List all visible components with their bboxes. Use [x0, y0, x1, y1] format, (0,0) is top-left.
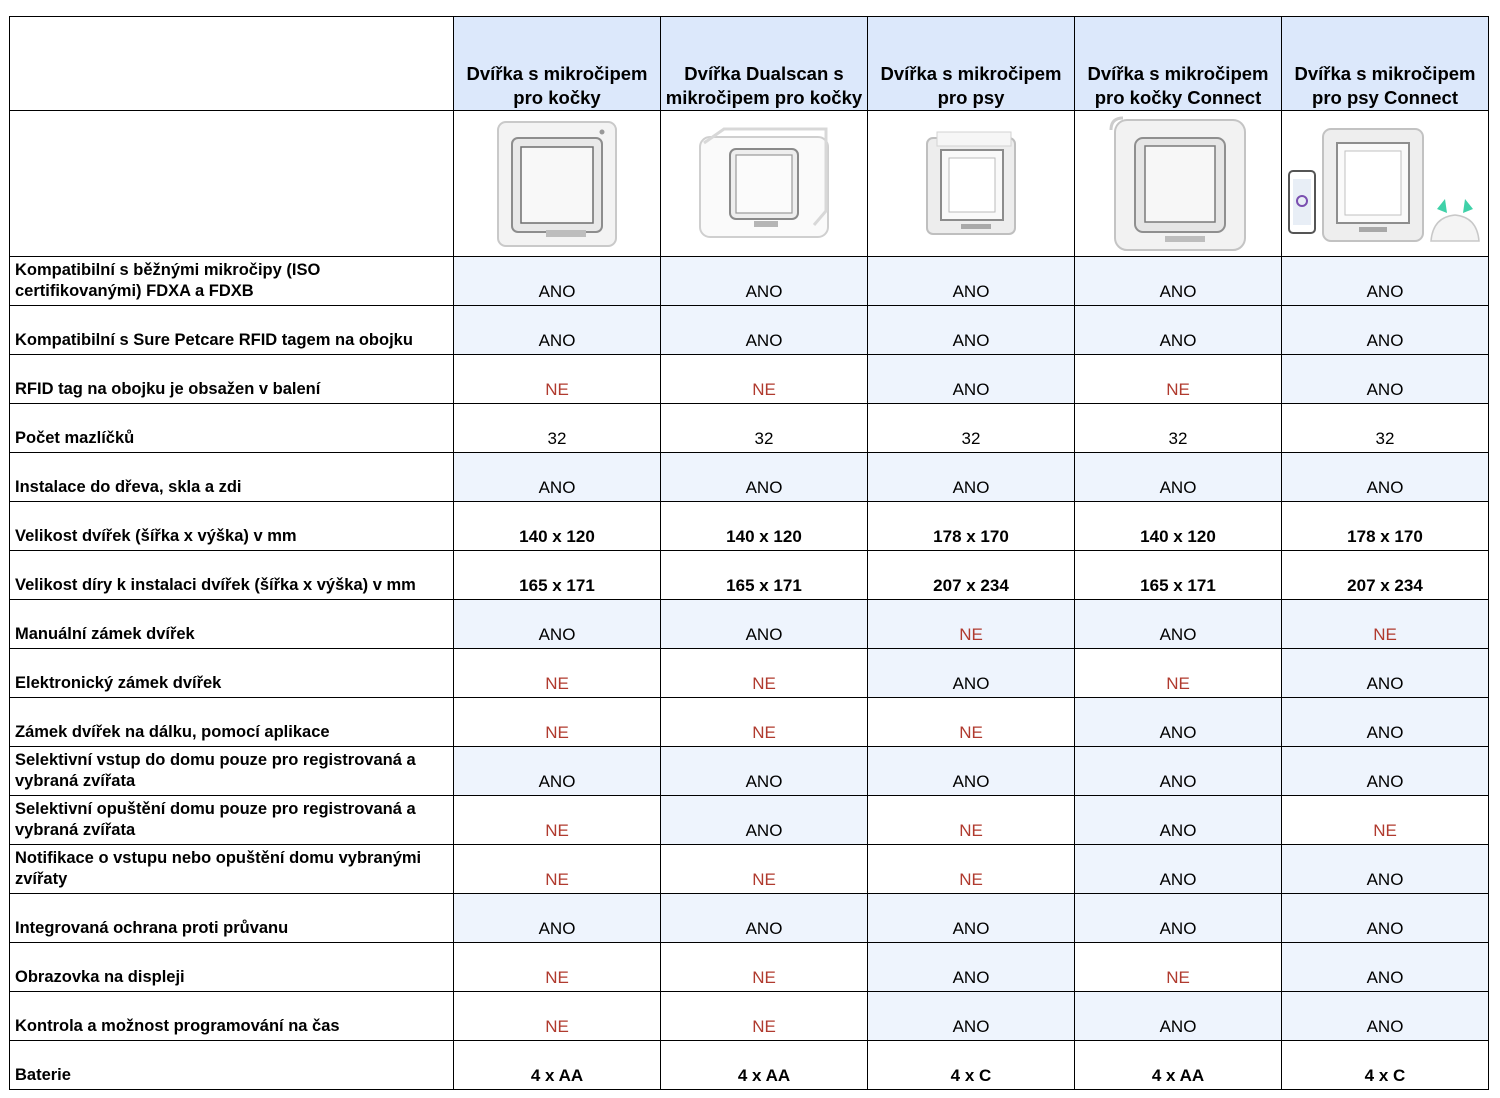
feature-row [10, 453, 1489, 502]
feature-value: NE [454, 796, 661, 845]
feature-value: ANO [1282, 649, 1489, 698]
feature-value: NE [1075, 943, 1282, 992]
feature-row [10, 796, 1489, 845]
feature-value: NE [661, 355, 868, 404]
product-image-2 [661, 111, 868, 257]
feature-value: ANO [1282, 992, 1489, 1041]
feature-label: Kontrola a možnost programování na čas [10, 992, 454, 1041]
feature-value: 32 [661, 404, 868, 453]
feature-row [10, 1041, 1489, 1090]
feature-value: ANO [1282, 306, 1489, 355]
feature-value: ANO [454, 257, 661, 306]
feature-value: 32 [1282, 404, 1489, 453]
feature-value: ANO [868, 992, 1075, 1041]
feature-value: NE [868, 698, 1075, 747]
feature-value: ANO [1282, 845, 1489, 894]
feature-value: ANO [868, 453, 1075, 502]
feature-value: 178 x 170 [868, 502, 1075, 551]
feature-value: NE [661, 943, 868, 992]
feature-value: NE [454, 698, 661, 747]
feature-value: ANO [1075, 992, 1282, 1041]
image-row-label-cell [10, 111, 454, 257]
feature-value: ANO [1282, 453, 1489, 502]
feature-value: ANO [661, 453, 868, 502]
feature-row [10, 747, 1489, 796]
feature-value: 165 x 171 [454, 551, 661, 600]
feature-value: ANO [661, 747, 868, 796]
feature-row [10, 257, 1489, 306]
feature-value: ANO [1075, 698, 1282, 747]
cat-flap-connect-icon [1105, 114, 1251, 254]
feature-value: NE [454, 992, 661, 1041]
feature-value: ANO [1075, 257, 1282, 306]
feature-label: Kompatibilní s Sure Petcare RFID tagem na obojku [10, 306, 454, 355]
feature-value: NE [454, 355, 661, 404]
feature-value: 4 x AA [661, 1041, 868, 1090]
feature-value: 165 x 171 [661, 551, 868, 600]
feature-value: NE [1282, 600, 1489, 649]
feature-value: 32 [868, 404, 1075, 453]
feature-value: NE [1282, 796, 1489, 845]
feature-value: ANO [868, 943, 1075, 992]
product-name-1: Dvířka s mikročipem pro kočky [454, 17, 661, 111]
feature-value: NE [661, 649, 868, 698]
feature-value: NE [868, 845, 1075, 894]
feature-value: 4 x C [868, 1041, 1075, 1090]
feature-row [10, 600, 1489, 649]
feature-value: ANO [1282, 355, 1489, 404]
feature-value: 32 [1075, 404, 1282, 453]
feature-value: ANO [868, 894, 1075, 943]
feature-value: NE [661, 698, 868, 747]
feature-label: Manuální zámek dvířek [10, 600, 454, 649]
feature-label: Počet mazlíčků [10, 404, 454, 453]
feature-label: Integrovaná ochrana proti průvanu [10, 894, 454, 943]
feature-row [10, 502, 1489, 551]
feature-value: ANO [1075, 747, 1282, 796]
feature-label: Baterie [10, 1041, 454, 1090]
product-image-4 [1075, 111, 1282, 257]
feature-value: ANO [868, 355, 1075, 404]
feature-value: 207 x 234 [868, 551, 1075, 600]
feature-row [10, 649, 1489, 698]
feature-value: NE [661, 845, 868, 894]
feature-value: 4 x AA [454, 1041, 661, 1090]
feature-label: Velikost díry k instalaci dvířek (šířka x výška) v mm [10, 551, 454, 600]
feature-value: 4 x AA [1075, 1041, 1282, 1090]
feature-value: 4 x C [1282, 1041, 1489, 1090]
feature-value: ANO [1282, 257, 1489, 306]
product-name-4: Dvířka s mikročipem pro kočky Connect [1075, 17, 1282, 111]
feature-value: ANO [454, 453, 661, 502]
feature-value: ANO [661, 796, 868, 845]
feature-value: NE [661, 992, 868, 1041]
product-image-5 [1282, 111, 1489, 257]
feature-row [10, 306, 1489, 355]
feature-value: ANO [454, 306, 661, 355]
feature-value: ANO [1075, 306, 1282, 355]
feature-value: ANO [1075, 796, 1282, 845]
feature-label: Instalace do dřeva, skla a zdi [10, 453, 454, 502]
feature-value: ANO [661, 600, 868, 649]
feature-value: ANO [868, 306, 1075, 355]
feature-value: 140 x 120 [661, 502, 868, 551]
feature-value: ANO [1282, 943, 1489, 992]
feature-value: NE [868, 600, 1075, 649]
feature-row [10, 992, 1489, 1041]
feature-value: ANO [454, 894, 661, 943]
feature-value: NE [454, 845, 661, 894]
product-name-5: Dvířka s mikročipem pro psy Connect [1282, 17, 1489, 111]
feature-row [10, 355, 1489, 404]
feature-value: ANO [1075, 600, 1282, 649]
pet-door-connect-with-hub-and-phone-icon [1285, 121, 1485, 247]
feature-row [10, 894, 1489, 943]
feature-value: 165 x 171 [1075, 551, 1282, 600]
feature-row [10, 404, 1489, 453]
feature-label: RFID tag na obojku je obsažen v balení [10, 355, 454, 404]
comparison-table [9, 16, 1489, 1090]
feature-label: Selektivní opuštění domu pouze pro registrovaná a vybraná zvířata [10, 796, 454, 845]
feature-value: NE [1075, 649, 1282, 698]
feature-label: Kompatibilní s běžnými mikročipy (ISO certifikovanými) FDXA a FDXB [10, 257, 454, 306]
feature-value: NE [1075, 355, 1282, 404]
feature-value: 32 [454, 404, 661, 453]
feature-value: ANO [1282, 894, 1489, 943]
feature-row [10, 698, 1489, 747]
feature-label: Elektronický zámek dvířek [10, 649, 454, 698]
feature-value: NE [868, 796, 1075, 845]
cat-flap-microchip-icon [492, 118, 622, 250]
feature-value: ANO [454, 600, 661, 649]
feature-label: Zámek dvířek na dálku, pomocí aplikace [10, 698, 454, 747]
feature-value: ANO [454, 747, 661, 796]
pet-door-microchip-icon [921, 128, 1021, 240]
feature-label: Velikost dvířek (šířka x výška) v mm [10, 502, 454, 551]
cat-flap-dualscan-icon [694, 125, 834, 243]
feature-value: ANO [661, 257, 868, 306]
feature-value: 207 x 234 [1282, 551, 1489, 600]
feature-value: 140 x 120 [454, 502, 661, 551]
feature-value: ANO [868, 257, 1075, 306]
feature-label: Notifikace o vstupu nebo opuštění domu vybranými zvířaty [10, 845, 454, 894]
feature-label: Obrazovka na displeji [10, 943, 454, 992]
feature-value: ANO [1282, 747, 1489, 796]
feature-value: NE [454, 649, 661, 698]
feature-value: 140 x 120 [1075, 502, 1282, 551]
feature-value: ANO [1282, 698, 1489, 747]
corner-cell [10, 17, 454, 111]
feature-value: ANO [868, 747, 1075, 796]
feature-value: ANO [1075, 845, 1282, 894]
feature-value: ANO [868, 649, 1075, 698]
feature-value: ANO [661, 894, 868, 943]
feature-value: ANO [1075, 894, 1282, 943]
feature-row [10, 845, 1489, 894]
product-image-3 [868, 111, 1075, 257]
feature-row [10, 943, 1489, 992]
feature-value: 178 x 170 [1282, 502, 1489, 551]
feature-value: ANO [1075, 453, 1282, 502]
product-name-2: Dvířka Dualscan s mikročipem pro kočky [661, 17, 868, 111]
product-header-row [10, 17, 1489, 111]
feature-label: Selektivní vstup do domu pouze pro registrovaná a vybraná zvířata [10, 747, 454, 796]
feature-value: ANO [661, 306, 868, 355]
product-image-1 [454, 111, 661, 257]
feature-row [10, 551, 1489, 600]
feature-value: NE [454, 943, 661, 992]
product-name-3: Dvířka s mikročipem pro psy [868, 17, 1075, 111]
product-image-row [10, 111, 1489, 257]
